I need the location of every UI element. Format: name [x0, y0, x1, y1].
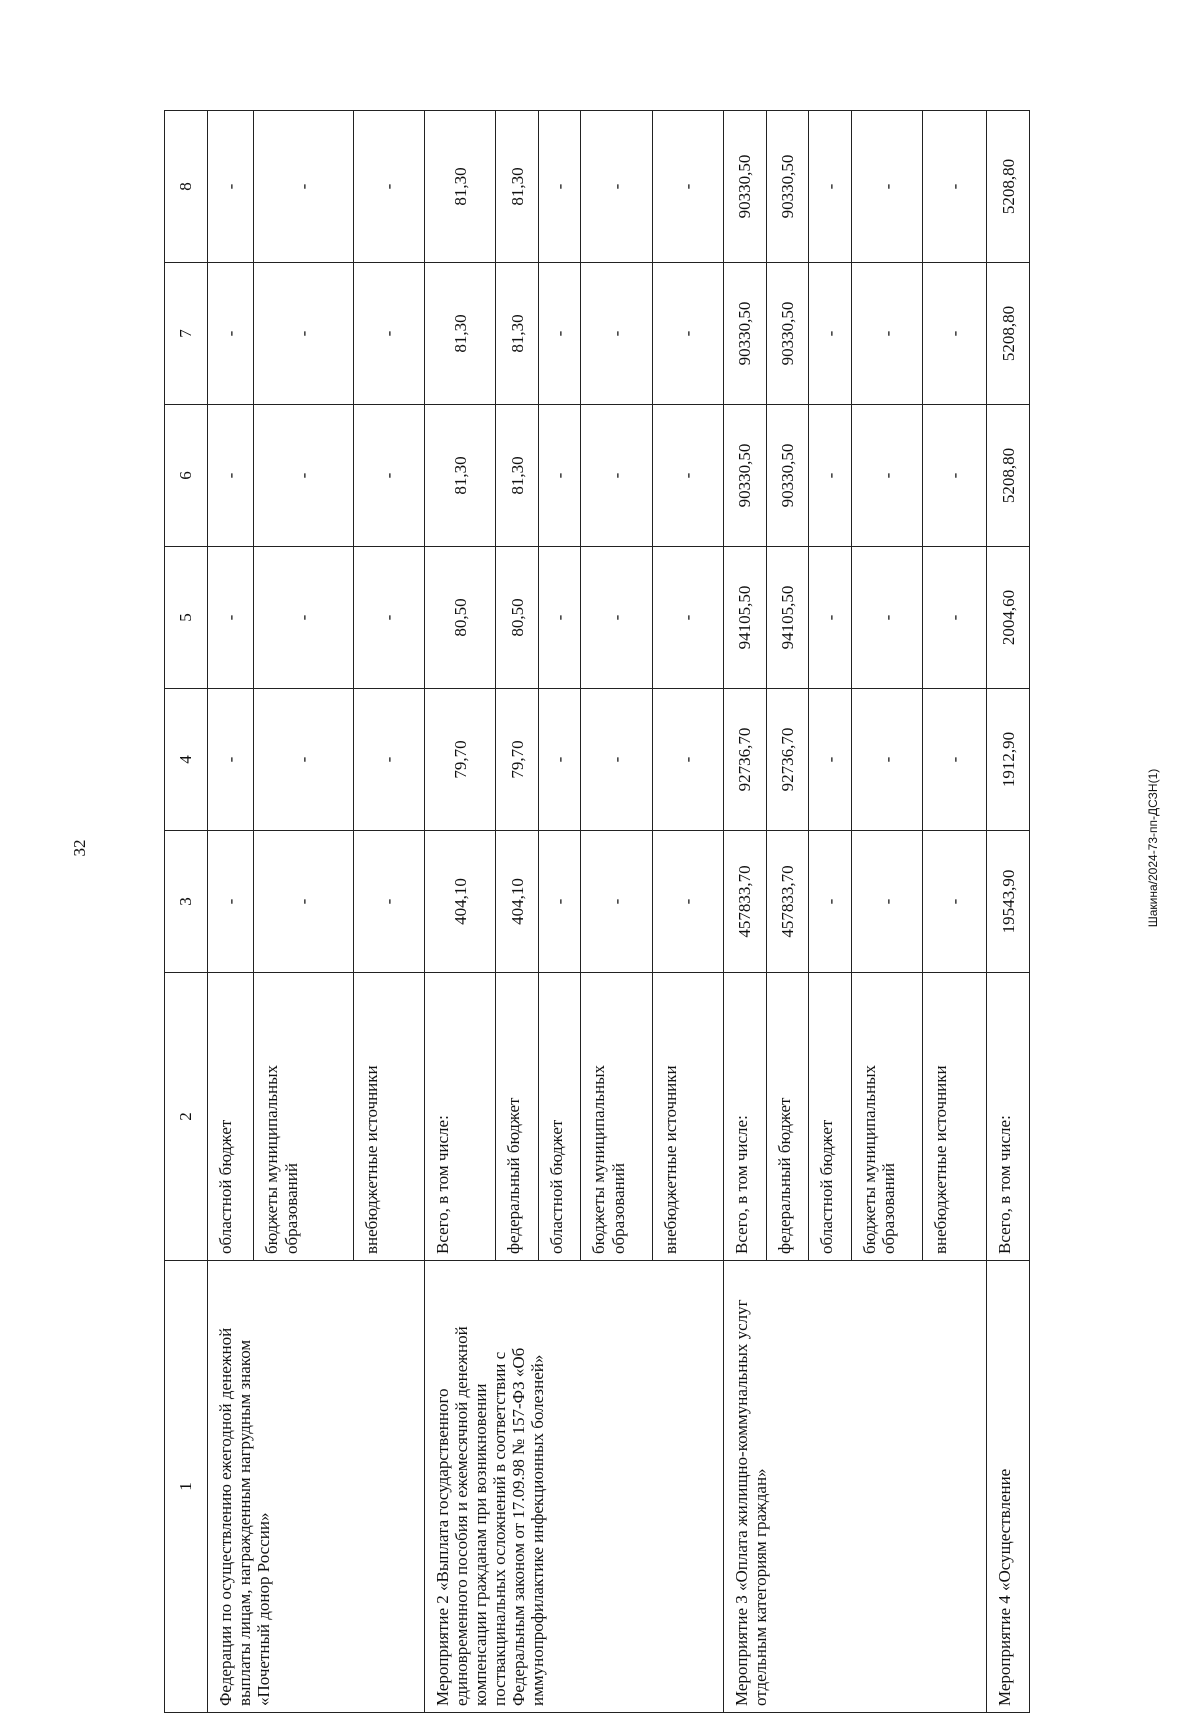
value-cell-col8: - — [652, 111, 723, 263]
value-cell-col7: - — [207, 263, 254, 405]
activity-cell: Мероприятие 2 «Выплата государственного единовременного пособия и ежемесячной денежной компенсации гражданам при возникновении поствакцинальных осложнений в соответствии с Федеральным законом от 17.09.98 № 157-ФЗ «Об иммунопрофилактике инфекционных болезней» — [424, 1261, 723, 1713]
activity-cell: Мероприятие 3 «Оплата жилищно-коммунальных услуг отдельным категориям граждан» — [724, 1261, 987, 1713]
page-number: 32 — [70, 839, 89, 857]
value-cell-col3: 457833,70 — [724, 831, 767, 973]
value-cell-col6: 90330,50 — [724, 405, 767, 547]
value-cell-col3: - — [207, 831, 254, 973]
value-cell-col4: 79,70 — [496, 689, 539, 831]
value-cell-col8: 90330,50 — [724, 111, 767, 263]
funding-source-cell: бюджеты муниципальных образований — [852, 973, 923, 1261]
value-cell-col6: - — [652, 405, 723, 547]
value-cell-col5: - — [538, 547, 581, 689]
value-cell-col3: - — [353, 831, 424, 973]
value-cell-col4: - — [207, 689, 254, 831]
value-cell-col8: 5208,80 — [987, 111, 1030, 263]
funding-source-cell: Всего, в том числе: — [987, 973, 1030, 1261]
value-cell-col3: - — [923, 831, 987, 973]
value-cell-col5: - — [809, 547, 852, 689]
funding-source-cell: бюджеты муниципальных образований — [581, 973, 652, 1261]
column-header-1: 1 — [165, 1261, 208, 1713]
value-cell-col3: - — [852, 831, 923, 973]
value-cell-col7: - — [852, 263, 923, 405]
value-cell-col8: - — [207, 111, 254, 263]
funding-source-cell: областной бюджет — [809, 973, 852, 1261]
value-cell-col6: - — [923, 405, 987, 547]
value-cell-col8: 90330,50 — [766, 111, 809, 263]
funding-source-cell: внебюджетные источники — [353, 973, 424, 1261]
value-cell-col7: - — [538, 263, 581, 405]
value-cell-col3: 404,10 — [496, 831, 539, 973]
value-cell-col5: - — [254, 547, 353, 689]
value-cell-col4: - — [923, 689, 987, 831]
value-cell-col8: - — [353, 111, 424, 263]
value-cell-col4: - — [581, 689, 652, 831]
activity-cell: Мероприятие 4 «Осуществление — [987, 1261, 1030, 1713]
value-cell-col6: - — [538, 405, 581, 547]
value-cell-col5: 94105,50 — [766, 547, 809, 689]
value-cell-col4: - — [652, 689, 723, 831]
value-cell-col6: - — [254, 405, 353, 547]
funding-source-cell: бюджеты муниципальных образований — [254, 973, 353, 1261]
value-cell-col6: - — [207, 405, 254, 547]
value-cell-col8: - — [923, 111, 987, 263]
column-header-7: 7 — [165, 263, 208, 405]
funding-source-cell: Всего, в том числе: — [424, 973, 495, 1261]
value-cell-col8: 81,30 — [496, 111, 539, 263]
value-cell-col3: - — [538, 831, 581, 973]
activity-cell: Федерации по осуществлению ежегодной денежной выплаты лицам, награжденным нагрудным знаком «Почетный донор России» — [207, 1261, 424, 1713]
document-id: Шакина/2024-73-пп-ДСЗН(1) — [1146, 768, 1160, 928]
value-cell-col7: 81,30 — [496, 263, 539, 405]
table-row — [424, 111, 495, 1713]
value-cell-col4: 79,70 — [424, 689, 495, 831]
value-cell-col5: 94105,50 — [724, 547, 767, 689]
value-cell-col5: 80,50 — [424, 547, 495, 689]
funding-source-cell: федеральный бюджет — [766, 973, 809, 1261]
value-cell-col3: 19543,90 — [987, 831, 1030, 973]
value-cell-col7: - — [923, 263, 987, 405]
value-cell-col8: - — [254, 111, 353, 263]
table-container — [164, 111, 1030, 1713]
column-header-3: 3 — [165, 831, 208, 973]
table-row — [207, 111, 254, 1713]
budget-table — [164, 110, 1030, 1713]
value-cell-col4: - — [809, 689, 852, 831]
value-cell-col7: 81,30 — [424, 263, 495, 405]
funding-source-cell: внебюджетные источники — [923, 973, 987, 1261]
value-cell-col6: 81,30 — [496, 405, 539, 547]
value-cell-col3: 457833,70 — [766, 831, 809, 973]
value-cell-col4: - — [852, 689, 923, 831]
value-cell-col6: - — [581, 405, 652, 547]
value-cell-col6: - — [353, 405, 424, 547]
value-cell-col3: - — [809, 831, 852, 973]
value-cell-col3: - — [254, 831, 353, 973]
value-cell-col6: - — [809, 405, 852, 547]
column-header-6: 6 — [165, 405, 208, 547]
column-header-5: 5 — [165, 547, 208, 689]
table-row — [724, 111, 767, 1713]
value-cell-col5: - — [353, 547, 424, 689]
column-header-2: 2 — [165, 973, 208, 1261]
funding-source-cell: федеральный бюджет — [496, 973, 539, 1261]
value-cell-col5: - — [581, 547, 652, 689]
value-cell-col6: 5208,80 — [987, 405, 1030, 547]
value-cell-col7: - — [353, 263, 424, 405]
value-cell-col5: - — [652, 547, 723, 689]
value-cell-col8: 81,30 — [424, 111, 495, 263]
value-cell-col7: - — [809, 263, 852, 405]
value-cell-col5: - — [207, 547, 254, 689]
value-cell-col7: 5208,80 — [987, 263, 1030, 405]
value-cell-col5: 2004,60 — [987, 547, 1030, 689]
funding-source-cell: областной бюджет — [538, 973, 581, 1261]
funding-source-cell: Всего, в том числе: — [724, 973, 767, 1261]
value-cell-col8: - — [538, 111, 581, 263]
value-cell-col4: 92736,70 — [724, 689, 767, 831]
column-header-4: 4 — [165, 689, 208, 831]
table-row — [987, 111, 1030, 1713]
value-cell-col4: 92736,70 — [766, 689, 809, 831]
funding-source-cell: областной бюджет — [207, 973, 254, 1261]
value-cell-col8: - — [581, 111, 652, 263]
value-cell-col3: - — [652, 831, 723, 973]
value-cell-col6: - — [852, 405, 923, 547]
value-cell-col7: - — [254, 263, 353, 405]
value-cell-col6: 90330,50 — [766, 405, 809, 547]
funding-source-cell: внебюджетные источники — [652, 973, 723, 1261]
value-cell-col7: - — [581, 263, 652, 405]
header-row — [165, 111, 208, 1713]
value-cell-col3: 404,10 — [424, 831, 495, 973]
value-cell-col8: - — [809, 111, 852, 263]
value-cell-col5: - — [852, 547, 923, 689]
value-cell-col7: 90330,50 — [724, 263, 767, 405]
value-cell-col5: - — [923, 547, 987, 689]
value-cell-col5: 80,50 — [496, 547, 539, 689]
value-cell-col4: - — [254, 689, 353, 831]
value-cell-col3: - — [581, 831, 652, 973]
value-cell-col7: 90330,50 — [766, 263, 809, 405]
value-cell-col4: - — [538, 689, 581, 831]
value-cell-col4: - — [353, 689, 424, 831]
value-cell-col7: - — [652, 263, 723, 405]
value-cell-col4: 1912,90 — [987, 689, 1030, 831]
value-cell-col6: 81,30 — [424, 405, 495, 547]
value-cell-col8: - — [852, 111, 923, 263]
column-header-8: 8 — [165, 111, 208, 263]
